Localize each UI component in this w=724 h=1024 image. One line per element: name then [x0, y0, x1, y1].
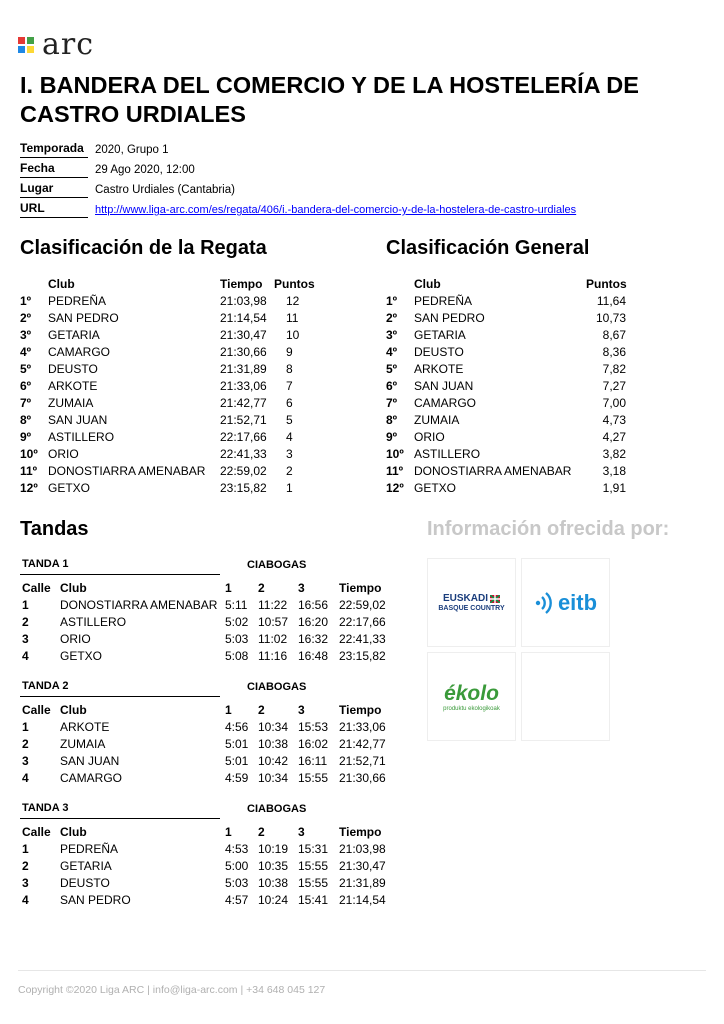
- ekolo-text: ékolo: [444, 681, 499, 705]
- ciaboga-1-cell: 5:03: [225, 632, 249, 646]
- tiempo-cell: 21:14,54: [339, 893, 386, 907]
- ciaboga-3-cell: 16:32: [298, 632, 329, 646]
- col-club-header: Club: [414, 277, 441, 291]
- eitb-waves-icon: [534, 591, 556, 615]
- position-cell: 2º: [20, 311, 32, 325]
- col-c2-header: 2: [258, 825, 265, 839]
- col-c3-header: 3: [298, 703, 305, 717]
- position-cell: 11º: [386, 464, 404, 478]
- club-cell: SAN JUAN: [60, 754, 120, 768]
- table-row: [386, 345, 706, 362]
- meta-value: Castro Urdiales (Cantabria): [95, 184, 235, 196]
- sponsor-empty-slot: [521, 652, 610, 741]
- club-cell: ZUMAIA: [414, 413, 460, 427]
- calle-cell: 4: [22, 771, 29, 785]
- ciabogas-label: CIABOGAS: [247, 803, 307, 815]
- club-cell: ORIO: [60, 632, 91, 646]
- table-row: [20, 720, 400, 737]
- col-calle-header: Calle: [22, 703, 51, 717]
- table-row: [20, 615, 400, 632]
- club-cell: ZUMAIA: [60, 737, 106, 751]
- col-calle-header: Calle: [22, 581, 51, 595]
- club-cell: ARKOTE: [48, 379, 98, 393]
- tiempo-cell: 22:41,33: [339, 632, 386, 646]
- position-cell: 3º: [20, 328, 32, 342]
- puntos-cell: 4,27: [602, 430, 626, 444]
- club-cell: GETARIA: [48, 328, 100, 342]
- table-row: [386, 447, 706, 464]
- regatta-url-link[interactable]: http://www.liga-arc.com/es/regata/406/i.-bandera-del-comercio-y-de-la-hostelera-de-castro-urdiales: [95, 204, 577, 216]
- tanda-title: TANDA 1: [22, 558, 69, 570]
- position-cell: 1º: [20, 294, 32, 308]
- puntos-cell: 3: [286, 447, 293, 461]
- club-cell: CAMARGO: [60, 771, 123, 785]
- ciaboga-3-cell: 15:55: [298, 876, 329, 890]
- tiempo-cell: 21:31,89: [339, 876, 386, 890]
- tandas-heading: Tandas: [20, 518, 89, 540]
- club-cell: DEUSTO: [60, 876, 110, 890]
- logo-square-green: [27, 37, 34, 44]
- col-puntos-header: Puntos: [586, 277, 627, 291]
- ciaboga-2-cell: 11:16: [258, 649, 288, 663]
- table-row: [20, 649, 400, 666]
- position-cell: 6º: [386, 379, 398, 393]
- regata-table: [20, 277, 350, 498]
- ciaboga-2-cell: 10:38: [258, 876, 289, 890]
- euskadi-text: EUSKADI: [442, 593, 488, 604]
- club-cell: CAMARGO: [414, 396, 477, 410]
- ciaboga-1-cell: 4:53: [225, 842, 249, 856]
- euskadi-logo: [443, 593, 500, 604]
- puntos-cell: 3,82: [602, 447, 626, 461]
- calle-cell: 1: [22, 720, 29, 734]
- tiempo-cell: 21:33,06: [220, 379, 267, 393]
- table-row: [386, 481, 706, 498]
- regata-table-header: [20, 277, 350, 294]
- club-cell: ASTILLERO: [48, 430, 115, 444]
- club-cell: GETARIA: [60, 859, 112, 873]
- puntos-cell: 8: [286, 362, 293, 376]
- club-cell: PEDREÑA: [414, 294, 473, 308]
- table-row: [20, 876, 400, 893]
- calle-cell: 2: [22, 615, 29, 629]
- puntos-cell: 6: [286, 396, 293, 410]
- puntos-cell: 4: [286, 430, 293, 444]
- col-c3-header: 3: [298, 825, 305, 839]
- meta-key: URL: [20, 201, 88, 218]
- club-cell: ASTILLERO: [414, 447, 481, 461]
- puntos-cell: 10,73: [595, 311, 626, 325]
- club-cell: ORIO: [48, 447, 79, 461]
- position-cell: 4º: [386, 345, 398, 359]
- table-row: [20, 362, 350, 379]
- puntos-cell: 8,36: [602, 345, 626, 359]
- calle-cell: 1: [22, 842, 29, 856]
- sponsor-euskadi[interactable]: [427, 558, 516, 647]
- position-cell: 12º: [20, 481, 38, 495]
- table-row: [20, 413, 350, 430]
- ciaboga-1-cell: 4:59: [225, 771, 249, 785]
- position-cell: 9º: [20, 430, 32, 444]
- position-cell: 5º: [386, 362, 398, 376]
- table-row: [20, 430, 350, 447]
- ciaboga-2-cell: 10:42: [258, 754, 289, 768]
- col-club-header: Club: [48, 277, 75, 291]
- ciaboga-2-cell: 10:57: [258, 615, 289, 629]
- ciaboga-1-cell: 5:03: [225, 876, 249, 890]
- position-cell: 3º: [386, 328, 398, 342]
- table-row: [386, 362, 706, 379]
- general-rows: [386, 294, 706, 498]
- club-cell: SAN PEDRO: [414, 311, 485, 325]
- ciaboga-2-cell: 10:34: [258, 771, 289, 785]
- col-club-header: Club: [60, 703, 87, 717]
- logo-square-blue: [18, 46, 25, 53]
- table-row: [386, 430, 706, 447]
- club-cell: SAN PEDRO: [48, 311, 119, 325]
- eitb-text: eitb: [557, 589, 598, 615]
- tiempo-cell: 22:17,66: [339, 615, 386, 629]
- table-row: [386, 328, 706, 345]
- club-cell: DONOSTIARRA AMENABAR: [414, 464, 572, 478]
- ekolo-subtext: produktu ekologikoak: [443, 705, 500, 712]
- ciaboga-3-cell: 15:55: [298, 859, 329, 873]
- regata-rows: [20, 294, 350, 498]
- position-cell: 5º: [20, 362, 32, 376]
- ciaboga-1-cell: 5:02: [225, 615, 249, 629]
- tanda-header-row: [20, 703, 400, 720]
- col-c2-header: 2: [258, 581, 265, 595]
- table-row: [20, 294, 350, 311]
- col-tiempo-header: Tiempo: [339, 825, 382, 839]
- ciaboga-1-cell: 5:01: [225, 754, 249, 768]
- calle-cell: 1: [22, 598, 29, 612]
- general-table: [386, 277, 706, 498]
- tanda-title: TANDA 2: [22, 680, 69, 692]
- col-calle-header: Calle: [22, 825, 51, 839]
- tiempo-cell: 21:14,54: [220, 311, 267, 325]
- position-cell: 8º: [20, 413, 32, 427]
- table-row: [20, 464, 350, 481]
- puntos-cell: 5: [286, 413, 293, 427]
- ciabogas-label: CIABOGAS: [247, 681, 307, 693]
- meta-key: Fecha: [20, 161, 88, 178]
- table-row: [20, 396, 350, 413]
- club-cell: DONOSTIARRA AMENABAR: [60, 598, 218, 612]
- col-c1-header: 1: [225, 825, 232, 839]
- table-row: [20, 379, 350, 396]
- col-c1-header: 1: [225, 703, 232, 717]
- club-cell: CAMARGO: [48, 345, 111, 359]
- logo-text: arc: [42, 27, 95, 62]
- footer-divider: [18, 970, 706, 971]
- table-row: [386, 396, 706, 413]
- ciaboga-1-cell: 5:08: [225, 649, 249, 663]
- club-cell: GETXO: [414, 481, 457, 495]
- club-cell: DEUSTO: [414, 345, 464, 359]
- table-row: [20, 771, 400, 788]
- position-cell: 10º: [20, 447, 38, 461]
- club-cell: ARKOTE: [414, 362, 464, 376]
- sponsor-eitb[interactable]: [521, 558, 610, 647]
- table-row: [20, 754, 400, 771]
- footer-copyright: Copyright ©2020 Liga ARC | info@liga-arc.com | +34 648 045 127: [18, 984, 326, 996]
- tiempo-cell: 21:42,77: [339, 737, 386, 751]
- puntos-cell: 8,67: [602, 328, 626, 342]
- position-cell: 10º: [386, 447, 404, 461]
- position-cell: 12º: [386, 481, 404, 495]
- table-row: [20, 328, 350, 345]
- euskadi-flag-icon: [490, 595, 500, 603]
- tiempo-cell: 21:30,66: [220, 345, 267, 359]
- col-c3-header: 3: [298, 581, 305, 595]
- ciaboga-2-cell: 10:35: [258, 859, 289, 873]
- calle-cell: 2: [22, 859, 29, 873]
- tanda-underline: [20, 818, 220, 819]
- puntos-cell: 12: [286, 294, 300, 308]
- tiempo-cell: 21:42,77: [220, 396, 267, 410]
- table-row: [20, 859, 400, 876]
- col-c1-header: 1: [225, 581, 232, 595]
- tiempo-cell: 21:30,66: [339, 771, 386, 785]
- position-cell: 4º: [20, 345, 32, 359]
- club-cell: SAN JUAN: [414, 379, 474, 393]
- table-row: [20, 447, 350, 464]
- ciaboga-1-cell: 5:01: [225, 737, 249, 751]
- calle-cell: 3: [22, 876, 29, 890]
- meta-value: 29 Ago 2020, 12:00: [95, 164, 195, 176]
- table-row: [20, 311, 350, 328]
- tiempo-cell: 21:30,47: [220, 328, 267, 342]
- club-cell: GETXO: [60, 649, 103, 663]
- table-row: [20, 737, 400, 754]
- col-tiempo-header: Tiempo: [220, 277, 263, 291]
- regata-heading: Clasificación de la Regata: [20, 237, 267, 259]
- club-cell: ARKOTE: [60, 720, 110, 734]
- puntos-cell: 7,00: [602, 396, 626, 410]
- col-tiempo-header: Tiempo: [339, 703, 382, 717]
- meta-value: 2020, Grupo 1: [95, 144, 169, 156]
- ciaboga-1-cell: 4:57: [225, 893, 249, 907]
- puntos-cell: 7,27: [602, 379, 626, 393]
- tiempo-cell: 22:59,02: [339, 598, 386, 612]
- table-row: [20, 632, 400, 649]
- club-cell: PEDREÑA: [60, 842, 119, 856]
- position-cell: 11º: [20, 464, 38, 478]
- position-cell: 2º: [386, 311, 398, 325]
- club-cell: SAN PEDRO: [60, 893, 131, 907]
- tiempo-cell: 21:52,71: [339, 754, 386, 768]
- puntos-cell: 11,64: [596, 294, 626, 308]
- ciaboga-3-cell: 16:02: [298, 737, 329, 751]
- position-cell: 8º: [386, 413, 398, 427]
- meta-key: Temporada: [20, 141, 88, 158]
- puntos-cell: 10: [286, 328, 300, 342]
- general-table-header: [386, 277, 706, 294]
- club-cell: ASTILLERO: [60, 615, 127, 629]
- col-c2-header: 2: [258, 703, 265, 717]
- tanda-block: [20, 554, 400, 672]
- logo-square-red: [18, 37, 25, 44]
- page-title: I. BANDERA DEL COMERCIO Y DE LA HOSTELERÍA DE CASTRO URDIALES: [20, 72, 639, 127]
- position-cell: 7º: [386, 396, 398, 410]
- tiempo-cell: 23:15,82: [220, 481, 267, 495]
- ciaboga-2-cell: 10:19: [258, 842, 289, 856]
- ciaboga-1-cell: 5:11: [225, 598, 248, 612]
- position-cell: 6º: [20, 379, 32, 393]
- table-row: [20, 481, 350, 498]
- ciaboga-3-cell: 16:20: [298, 615, 329, 629]
- tanda-header-row: [20, 825, 400, 842]
- ciabogas-label: CIABOGAS: [247, 559, 307, 571]
- tiempo-cell: 21:52,71: [220, 413, 267, 427]
- tanda-underline: [20, 696, 220, 697]
- club-cell: DEUSTO: [48, 362, 98, 376]
- tiempo-cell: 21:03,98: [339, 842, 386, 856]
- table-row: [386, 294, 706, 311]
- ciaboga-3-cell: 16:11: [298, 754, 328, 768]
- col-tiempo-header: Tiempo: [339, 581, 382, 595]
- puntos-cell: 7,82: [602, 362, 626, 376]
- ciaboga-3-cell: 15:31: [298, 842, 329, 856]
- tanda-title: TANDA 3: [22, 802, 69, 814]
- table-row: [386, 464, 706, 481]
- puntos-cell: 11: [286, 311, 299, 325]
- table-row: [386, 311, 706, 328]
- ciaboga-2-cell: 11:22: [258, 598, 288, 612]
- puntos-cell: 2: [286, 464, 293, 478]
- meta-key: Lugar: [20, 181, 88, 198]
- ciaboga-2-cell: 10:38: [258, 737, 289, 751]
- ciaboga-2-cell: 10:24: [258, 893, 289, 907]
- tiempo-cell: 21:30,47: [339, 859, 386, 873]
- puntos-cell: 1,91: [602, 481, 626, 495]
- club-cell: GETARIA: [414, 328, 466, 342]
- ciaboga-1-cell: 4:56: [225, 720, 249, 734]
- col-club-header: Club: [60, 581, 87, 595]
- arc-logo: [18, 27, 95, 62]
- ciaboga-2-cell: 10:34: [258, 720, 289, 734]
- ciaboga-3-cell: 15:41: [298, 893, 329, 907]
- puntos-cell: 3,18: [602, 464, 626, 478]
- table-row: [20, 345, 350, 362]
- tiempo-cell: 21:31,89: [220, 362, 267, 376]
- club-cell: GETXO: [48, 481, 91, 495]
- tanda-block: [20, 798, 400, 916]
- tanda-block: [20, 676, 400, 794]
- puntos-cell: 7: [286, 379, 293, 393]
- calle-cell: 3: [22, 754, 29, 768]
- tiempo-cell: 23:15,82: [339, 649, 386, 663]
- tanda-header-row: [20, 581, 400, 598]
- puntos-cell: 4,73: [602, 413, 626, 427]
- calle-cell: 4: [22, 893, 29, 907]
- club-cell: DONOSTIARRA AMENABAR: [48, 464, 206, 478]
- col-puntos-header: Puntos: [274, 277, 315, 291]
- table-row: [20, 893, 400, 910]
- basque-country-text: BASQUE COUNTRY: [438, 605, 505, 612]
- tiempo-cell: 21:03,98: [220, 294, 267, 308]
- sponsor-ekolo[interactable]: [427, 652, 516, 741]
- calle-cell: 4: [22, 649, 29, 663]
- col-club-header: Club: [60, 825, 87, 839]
- ciaboga-3-cell: 16:56: [298, 598, 329, 612]
- position-cell: 9º: [386, 430, 398, 444]
- ciaboga-3-cell: 16:48: [298, 649, 329, 663]
- table-row: [386, 379, 706, 396]
- table-row: [20, 598, 400, 615]
- club-cell: ZUMAIA: [48, 396, 94, 410]
- info-heading: Información ofrecida por:: [427, 518, 670, 540]
- tiempo-cell: 21:33,06: [339, 720, 386, 734]
- ciaboga-3-cell: 15:53: [298, 720, 329, 734]
- table-row: [386, 413, 706, 430]
- ciaboga-3-cell: 15:55: [298, 771, 329, 785]
- tandas-container: [20, 554, 400, 914]
- logo-squares-icon: [18, 37, 34, 53]
- club-cell: ORIO: [414, 430, 445, 444]
- general-heading: Clasificación General: [386, 237, 590, 259]
- tanda-underline: [20, 574, 220, 575]
- club-cell: SAN JUAN: [48, 413, 108, 427]
- position-cell: 1º: [386, 294, 398, 308]
- tiempo-cell: 22:41,33: [220, 447, 267, 461]
- puntos-cell: 1: [286, 481, 293, 495]
- ciaboga-2-cell: 11:02: [258, 632, 288, 646]
- position-cell: 7º: [20, 396, 32, 410]
- tiempo-cell: 22:17,66: [220, 430, 267, 444]
- calle-cell: 3: [22, 632, 29, 646]
- ciaboga-1-cell: 5:00: [225, 859, 249, 873]
- table-row: [20, 842, 400, 859]
- calle-cell: 2: [22, 737, 29, 751]
- tiempo-cell: 22:59,02: [220, 464, 267, 478]
- puntos-cell: 9: [286, 345, 293, 359]
- logo-square-yellow: [27, 46, 34, 53]
- club-cell: PEDREÑA: [48, 294, 107, 308]
